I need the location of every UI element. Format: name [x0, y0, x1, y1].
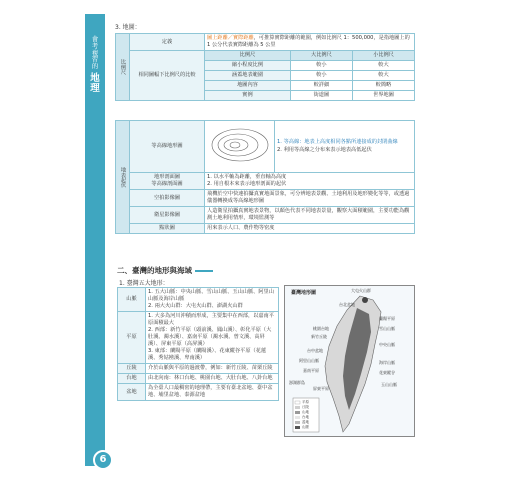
map-label: 屏東平原 — [313, 386, 329, 391]
table-cell: 世界地圖 — [352, 91, 414, 101]
table-cell: 街道圖 — [290, 91, 352, 101]
table-cell: 縮小程度比例 — [205, 61, 291, 71]
contour-label: 等高線地形圖 — [130, 121, 205, 173]
map-label: 桃園台地 — [313, 326, 329, 331]
question-3-title: 3. 地圖： — [115, 24, 141, 31]
compare-label: 相同圖幅下比例尺的比較 — [130, 51, 205, 101]
relief-group-label: 地表起伏 — [116, 121, 130, 234]
col-header-large: 大比例尺 — [290, 51, 352, 61]
landform-desc: 為全臺人口最稠密的地理帶，主要有臺北盆地、臺中盆地、埔里盆地、泰源盆地 — [146, 384, 279, 401]
map-label: 大屯火山群 — [351, 288, 371, 293]
landform-name: 台地 — [118, 374, 146, 384]
landform-name: 山脈 — [118, 288, 146, 312]
map-label: 澎湖群島 — [289, 380, 305, 385]
map-label: 阿里山山脈 — [299, 358, 319, 363]
landform-desc: 1. 五大山脈：中央山脈、雪山山脈、玉山山脈、阿里山山脈及海岸山脈 2. 兩大火山群：大屯火山群、澎湖火山群 — [146, 288, 279, 312]
subject-sidebar — [85, 14, 105, 466]
map-label: 台北盆地 — [339, 302, 355, 307]
table-cell: 地圖內容 — [205, 81, 291, 91]
table-cell: 較大 — [352, 61, 414, 71]
dot-map-label: 點狀圖 — [130, 224, 205, 234]
contour-diagram — [205, 121, 275, 173]
table-cell: 較詳細 — [290, 81, 352, 91]
satellite-label: 衛星影像圖 — [130, 207, 205, 224]
series-vertical-title: 會 考 複 習 的 — [91, 35, 99, 71]
table-cell: 較小 — [290, 61, 352, 71]
scale-group-label: 比例尺 — [116, 34, 130, 101]
map-label: 蘭陽平原 — [379, 316, 395, 321]
subject-vertical-title: 地 理 — [90, 73, 100, 94]
landform-desc: 介於山脈與平原的過渡帶，例如：新竹丘陵、苗栗丘陵 — [146, 364, 279, 374]
aerial-label: 空拍影像圖 — [130, 190, 205, 207]
profile-text: 1. 以水平軸為距離，垂直軸為高度 2. 用自根本來表示地形剖面的起伏 — [205, 173, 415, 190]
map-label: 雪山山脈 — [379, 326, 395, 331]
section-2-title: 二、臺灣的地形與海域 — [117, 265, 213, 276]
col-header-small: 小比例尺 — [352, 51, 414, 61]
landform-desc: 1. 大多為河川沖積而形成，主要集中在西部，以嘉南平原面積最大 2. 西部：新竹平原（頭前溪、鳳山溪）、彰化平原（大肚溪、濁水溪）、嘉南平原（濁水溪、曾文溪、高屏溪）、屏東平原（高屏溪） 3. 東部：蘭陽平原（蘭陽溪）、花東縱谷平原（花蓮溪、秀姑巒溪、卑南溪） — [146, 312, 279, 364]
map-label: 中央山脈 — [379, 342, 395, 347]
relief-map-table — [115, 120, 415, 234]
landform-desc: 由北向南：林口台地、桃園台地、大肚台地、八卦台地 — [146, 374, 279, 384]
section-2-subtitle: 1. 臺灣五大地形： — [119, 280, 169, 287]
definition-text: 圖上距離／實際距離，可推算實際距離的範圍，例如比例尺 1：500,000，是指地圖上的 1 公分代表實際距離為 5 公里 — [205, 34, 415, 51]
landforms-table — [117, 287, 279, 401]
landform-name: 丘陵 — [118, 364, 146, 374]
map-label: 玉山山脈 — [381, 382, 397, 387]
contour-lines-icon — [209, 125, 271, 165]
page-number: 6 — [93, 450, 113, 470]
table-cell: 較小 — [290, 71, 352, 81]
satellite-text: 人造衛星拍攝真實地表景物，以顏色代表不同地表景量，觀察大面積範圍，主要功能為觀測土地利用情形，環境監測等 — [205, 207, 415, 224]
table-cell: 實例 — [205, 91, 291, 101]
table-cell: 較大 — [352, 71, 414, 81]
table-cell: 涵蓋地表範圍 — [205, 71, 291, 81]
map-label: 海岸山脈 — [379, 360, 395, 365]
map-title: 臺灣地形圖 — [291, 290, 317, 296]
map-label: 新竹丘陵 — [311, 334, 327, 339]
map-legend: 平原 丘陵 山地 台地 盆地 山脈 — [302, 400, 309, 429]
profile-label: 地形剖面圖 等高線剖面圖 — [130, 173, 205, 190]
landform-name: 平原 — [118, 312, 146, 364]
contour-text: 1. 等高線：地表上高度相同各點所連接成的封閉曲線 2. 利用等高線之分布來表示地表高低起伏 — [275, 121, 415, 173]
map-label: 嘉南平原 — [303, 368, 319, 373]
map-label: 花東縱谷 — [379, 370, 395, 375]
taiwan-landform-map — [284, 285, 415, 437]
map-label: 台中盆地 — [307, 348, 323, 353]
aerial-text: 飛機於空中快速拍攝真實地面景象，可分辨地表景觀、土地利用及地形變化等等，或透過儀器轉換成等高線地形圖 — [205, 190, 415, 207]
definition-label: 定義 — [130, 34, 205, 51]
map-scale-table — [115, 33, 415, 101]
table-cell: 較簡略 — [352, 81, 414, 91]
col-header-scale: 比例尺 — [205, 51, 291, 61]
landform-name: 盆地 — [118, 384, 146, 401]
dot-map-text: 用來表示人口、農作物等密度 — [205, 224, 415, 234]
